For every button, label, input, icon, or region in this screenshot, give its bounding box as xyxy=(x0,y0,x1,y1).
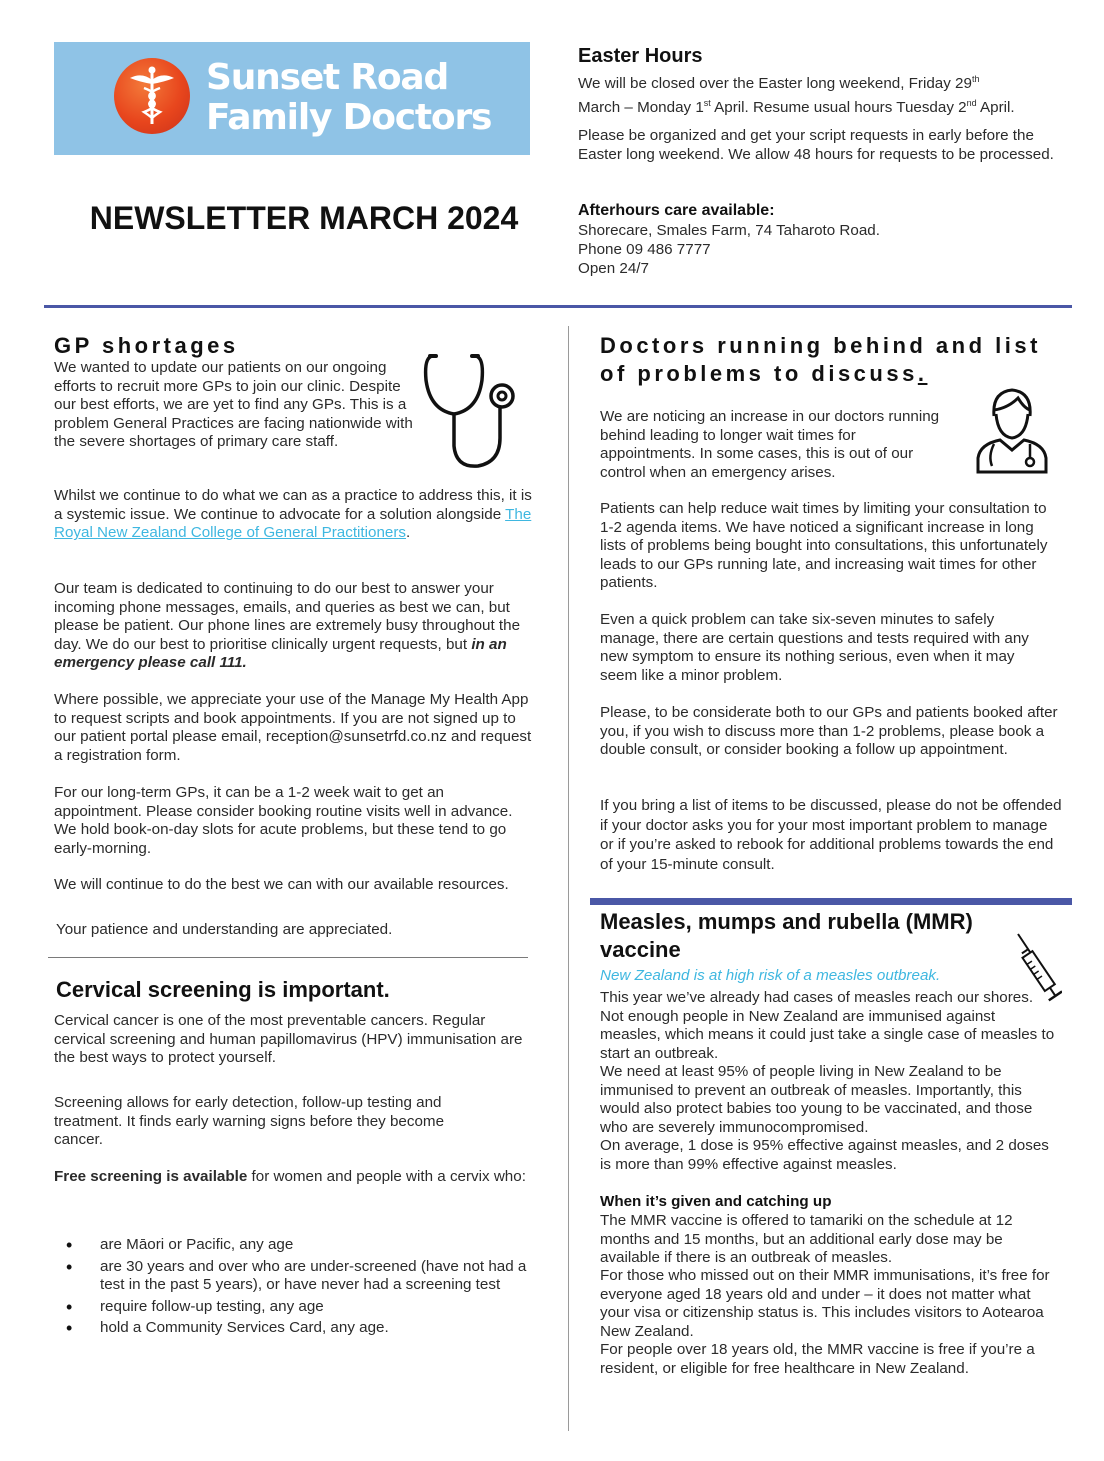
cervical-para3 xyxy=(54,1168,532,1187)
mmr-heading xyxy=(600,908,1020,964)
doctors-heading-line1: Doctors running behind and list xyxy=(600,333,1041,358)
mmr-para3: On average, 1 dose is 95% effective against measles, and 2 doses is more than 99% effective against measles. xyxy=(600,1137,1049,1173)
mmr-para4: The MMR vaccine is offered to tamariki on the schedule at 12 months and 15 months, but an additional early dose may be available if there is an outbreak of measles. xyxy=(600,1212,1013,1267)
mmr-section-divider xyxy=(590,898,1072,905)
sup-th: th xyxy=(971,74,980,84)
list-item: • require follow-up testing, any age xyxy=(54,1298,532,1317)
doctors-para5: If you bring a list of items to be discussed, please do not be offended if your doctor asks you for your most important problem to manage or if you’re asked to rebook for additional problems towards the end of your 15-minute consult. xyxy=(600,797,1062,873)
header-divider xyxy=(44,305,1072,308)
doctors-heading-mark: . xyxy=(917,361,928,386)
mmr-para6: For people over 18 years old, the MMR vaccine is free if you’re a resident, or eligible for free healthcare in New Zealand. xyxy=(600,1341,1035,1377)
logo-line2: Family Doctors xyxy=(206,97,492,138)
afterhours-line3: Open 24/7 xyxy=(578,260,649,277)
afterhours-heading: Afterhours care available: xyxy=(578,202,775,219)
cervical-para3-text: for women and people with a cervix who: xyxy=(247,1168,526,1185)
mmr-subheading2: When it’s given and catching up xyxy=(600,1193,832,1210)
easter-para2: Please be organized and get your script requests in early before the Easter long weekend. We allow 48 hours for requests to be processed. xyxy=(578,127,1054,163)
doctors-para3: Even a quick problem can take six-seven minutes to safely manage, there are certain questions and tests required with any new symptom to ensure its nothing serious, even when it may seem like a minor problem. xyxy=(600,611,1029,684)
sup-st: st xyxy=(703,97,711,108)
cervical-heading: Cervical screening is important. xyxy=(56,977,390,1002)
list-item: • are 30 years and over who are under-screened (have not had a test in the past 5 years), or have never had a screening test xyxy=(54,1258,532,1295)
left-section-divider xyxy=(48,957,528,958)
gp-para3 xyxy=(54,580,532,673)
doctors-para2: Patients can help reduce wait times by limiting your consultation to 1-2 agenda items. We have noticed a significant increase in long lists of problems being bought into consultations, this unfortunately leads to our GPs running late, and increasing wait times for other patients. xyxy=(600,500,1048,592)
sup-nd: nd xyxy=(966,97,977,108)
gp-para3-text: Our team is dedicated to continuing to do our best to answer your incoming phone messages, emails, and queries as best we can, but please be patient. Our phone lines are extremely busy throughout the day. We do our best to prioritise clinically urgent requests, but xyxy=(54,580,521,653)
afterhours-line1: Shorecare, Smales Farm, 74 Taharoto Road. xyxy=(578,222,880,239)
mmr-subhead: New Zealand is at high risk of a measles outbreak. xyxy=(600,967,941,984)
gp-para4: Where possible, we appreciate your use of the Manage My Health App to request scripts and book appointments. If you are not signed up to our patient portal please email, reception@sunsetrfd.co.nz and request a registration form. xyxy=(54,691,532,764)
gp-para2-text: Whilst we continue to do what we can as a practice to address this, it is a systemic issue. We continue to advocate for a solution alongside xyxy=(54,487,532,523)
gp-para2-end: . xyxy=(406,524,411,542)
cervical-para1: Cervical cancer is one of the most preventable cancers. Regular cervical screening and human papillomavirus (HPV) immunisation are the best ways to protect yourself. xyxy=(54,1012,523,1067)
gp-para2 xyxy=(54,487,532,543)
mmr-heading-line1: Measles, mumps and rubella (MMR) xyxy=(600,909,973,934)
list-item: • are Māori or Pacific, any age xyxy=(54,1236,532,1255)
stethoscope-icon xyxy=(420,350,520,479)
doctors-heading xyxy=(600,332,1070,388)
easter-heading: Easter Hours xyxy=(578,45,703,67)
easter-line2c: April. xyxy=(976,98,1015,116)
clinic-logo xyxy=(54,42,530,155)
doctor-icon xyxy=(974,386,1050,481)
easter-para1 xyxy=(578,70,1078,117)
doctors-para1: We are noticing an increase in our doctors running behind leading to longer wait times for appointments. In some cases, this is out of our control when an emergency arises. xyxy=(600,408,940,481)
afterhours-line2: Phone 09 486 7777 xyxy=(578,241,711,258)
logo-line1: Sunset Road xyxy=(206,57,449,98)
gp-para6: We will continue to do the best we can with our available resources. xyxy=(54,876,509,893)
gp-shortages-heading: GP shortages xyxy=(54,333,239,358)
column-divider xyxy=(568,326,569,1431)
mmr-para2: We need at least 95% of people living in New Zealand to be immunised to prevent an outbreak of measles. Importantly, this would also protect babies too young to be vaccinated, and those who are severely immunocompromised. xyxy=(600,1063,1033,1136)
gp-para1: We wanted to update our patients on our ongoing efforts to recruit more GPs to join our clinic. Despite our best efforts, we are yet to find any GPs. This is a problem General Practices are facing nationwide with the severe shortages of primary care staff. xyxy=(54,359,413,451)
newsletter-title: NEWSLETTER MARCH 2024 xyxy=(89,200,519,236)
list-item: • hold a Community Services Card, any age. xyxy=(54,1319,532,1338)
gp-para5: For our long-term GPs, it can be a 1-2 week wait to get an appointment. Please consider booking routine visits well in advance. We hold book-on-day slots for acute problems, but these tend to go early-morning. xyxy=(54,784,513,857)
easter-line2b: April. Resume usual hours Tuesday 2 xyxy=(710,98,967,116)
mmr-para5: For those who missed out on their MMR immunisations, it’s free for everyone aged 18 years old and under – it does not matter what your visa or citizenship status is. This includes visitors to Aotearoa New Zealand. xyxy=(600,1267,1050,1340)
free-screening-text: Free screening is available xyxy=(54,1168,248,1185)
emergency-call-text: in an emergency please call 111. xyxy=(54,635,507,672)
caduceus-icon xyxy=(114,58,190,134)
rnzcgp-link[interactable]: The Royal New Zealand College of General Practitioners xyxy=(54,505,532,542)
gp-para7: Your patience and understanding are appreciated. xyxy=(56,921,393,938)
mmr-heading-line2: vaccine xyxy=(600,937,681,962)
doctors-para4: Please, to be considerate both to our GPs and patients booked after you, if you wish to discuss more than 1-2 problems, please book a double consult, or consider booking a follow up appointment. xyxy=(600,704,1058,759)
mmr-para1: This year we’ve already had cases of measles reach our shores. Not enough people in New Zealand are immunised against measles, which means it could just take a single case of measles to start an outbreak. xyxy=(600,989,1055,1062)
easter-line2a: March – Monday 1 xyxy=(578,98,704,116)
eligibility-list xyxy=(54,1236,532,1341)
cervical-para2: Screening allows for early detection, follow-up testing and treatment. It finds early warning signs before they become cancer. xyxy=(54,1094,445,1149)
doctors-heading-line2: of problems to discuss xyxy=(600,361,918,386)
easter-line1: We will be closed over the Easter long weekend, Friday 29 xyxy=(578,75,972,93)
